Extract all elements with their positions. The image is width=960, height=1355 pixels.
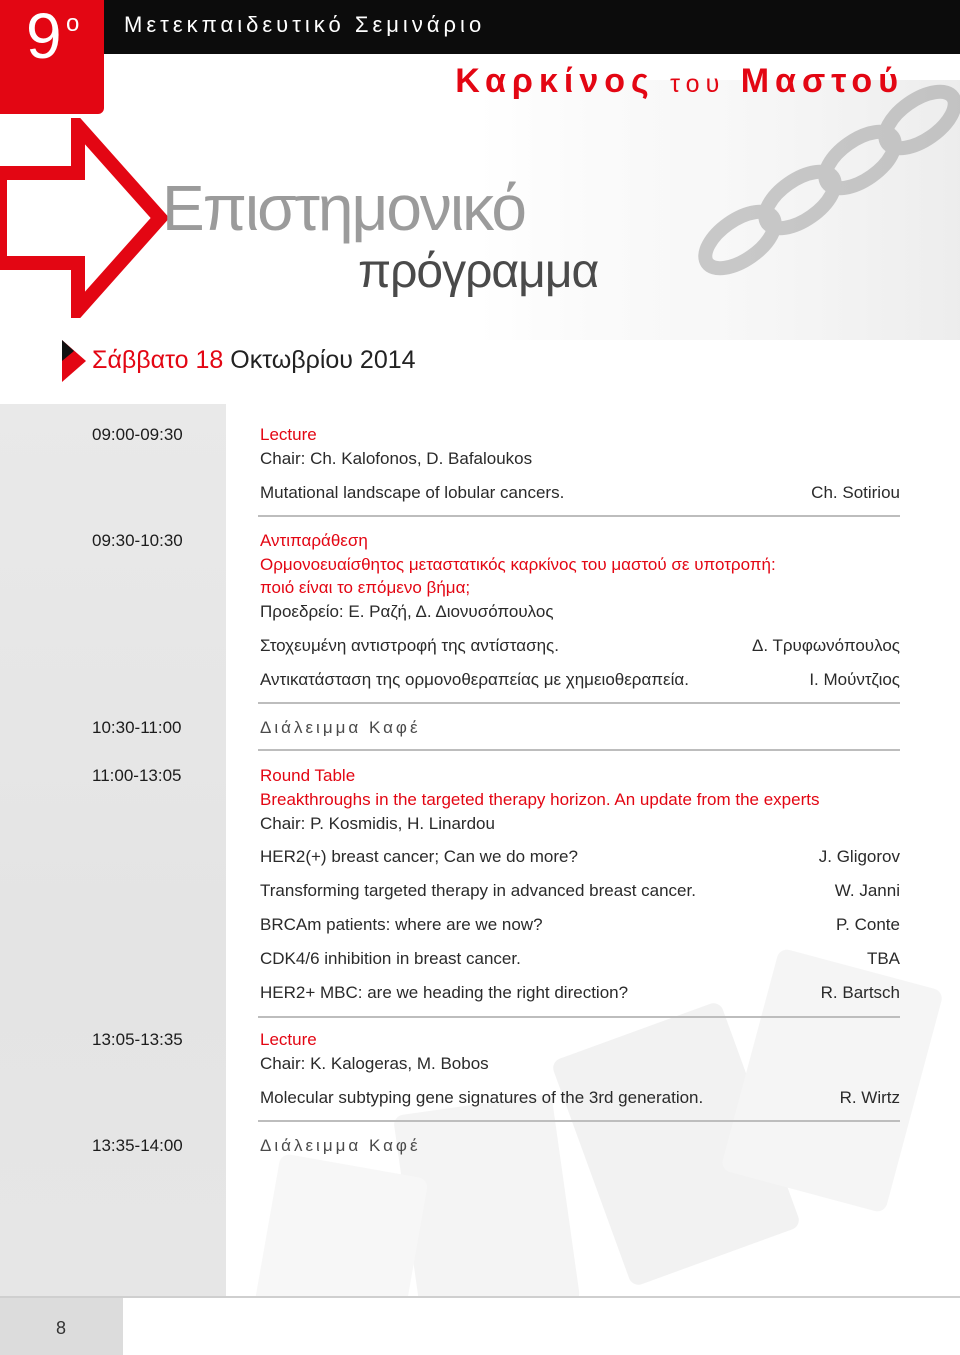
session-divider xyxy=(258,749,900,751)
date-marker-icon xyxy=(58,340,86,382)
session-time: 10:30-11:00 xyxy=(92,718,182,737)
page-title-line-1: Επιστημονικό xyxy=(162,172,525,244)
talk-speaker: R. Bartsch xyxy=(820,983,900,1002)
session-chair: Chair: K. Kalogeras, M. Bobos xyxy=(260,1054,489,1073)
session-time: 11:00-13:05 xyxy=(92,766,182,785)
session-chair: Προεδρείο: Ε. Ραζή, Δ. Διονυσόπουλος xyxy=(260,602,554,621)
talk-speaker: Ι. Μούντζιος xyxy=(809,670,900,689)
talk-speaker: W. Janni xyxy=(834,881,900,900)
talk-title: Mutational landscape of lobular cancers. xyxy=(260,483,565,502)
date-month-year: Οκτωβρίου 2014 xyxy=(230,346,416,374)
subject-part-2: του xyxy=(670,70,726,98)
date-day: Σάββατο 18 xyxy=(92,346,224,374)
talk-speaker: P. Conte xyxy=(836,915,900,934)
talk-title: CDK4/6 inhibition in breast cancer. xyxy=(260,949,521,968)
edition-suffix: o xyxy=(66,10,80,37)
talk-title: Αντικατάσταση της ορμονοθεραπείας με χημειοθεραπεία. xyxy=(260,670,689,689)
session-time: 13:05-13:35 xyxy=(92,1030,183,1049)
page-number: 8 xyxy=(56,1318,67,1338)
session-topic: Ορμονοευαίσθητος μεταστατικός καρκίνος του μαστού σε υποτροπή: xyxy=(260,555,776,574)
talk-title: HER2(+) breast cancer; Can we do more? xyxy=(260,847,578,866)
edition-number: 9 xyxy=(26,0,60,72)
talk-speaker: TBA xyxy=(866,949,900,968)
coffee-break-label: Διάλειμμα Καφέ xyxy=(260,1136,421,1155)
page-title-line-2: πρόγραμμα xyxy=(358,245,599,298)
talk-title: Στοχευμένη αντιστροφή της αντίστασης. xyxy=(260,636,559,655)
talk-title: HER2+ MBC: are we heading the right direction? xyxy=(260,983,629,1002)
talk-speaker: R. Wirtz xyxy=(839,1088,900,1107)
session-type: Αντιπαράθεση xyxy=(260,531,368,550)
session-topic: ποιό είναι το επόμενο βήμα; xyxy=(260,578,471,597)
seminar-title: Μετεκπαιδευτικό Σεμινάριο xyxy=(124,12,486,37)
session-type: Lecture xyxy=(260,1030,317,1049)
session-time: 09:00-09:30 xyxy=(92,425,183,444)
footer-divider xyxy=(0,1296,960,1298)
subject-part-1: Καρκίνος xyxy=(455,62,655,100)
session-divider xyxy=(258,1120,900,1122)
session-chair: Chair: P. Kosmidis, H. Linardou xyxy=(260,814,495,833)
talk-title: Transforming targeted therapy in advanced breast cancer. xyxy=(260,881,696,900)
session-divider xyxy=(258,1016,900,1018)
arrow-icon xyxy=(0,118,170,318)
seminar-subject xyxy=(455,62,904,101)
coffee-break-label: Διάλειμμα Καφέ xyxy=(260,718,421,737)
talk-speaker: Ch. Sotiriou xyxy=(811,483,900,502)
schedule-date xyxy=(92,346,416,375)
session-type: Lecture xyxy=(260,425,317,444)
chain-decoration xyxy=(480,80,960,340)
session-time: 09:30-10:30 xyxy=(92,531,183,550)
talk-title: Molecular subtyping gene signatures of the 3rd generation. xyxy=(260,1088,704,1107)
subject-part-3: Μαστού xyxy=(740,62,904,100)
session-divider xyxy=(258,515,900,517)
session-type: Round Table xyxy=(260,766,356,785)
session-time: 13:35-14:00 xyxy=(92,1136,183,1155)
talk-speaker: Δ. Τρυφωνόπουλος xyxy=(752,636,900,655)
session-chair: Chair: Ch. Kalofonos, D. Bafaloukos xyxy=(260,449,533,468)
talk-speaker: J. Gligorov xyxy=(818,847,900,866)
session-topic: Breakthroughs in the targeted therapy horizon. An update from the experts xyxy=(260,790,820,809)
session-divider xyxy=(258,702,900,704)
edition-badge xyxy=(0,0,104,114)
talk-title: BRCAm patients: where are we now? xyxy=(260,915,543,934)
